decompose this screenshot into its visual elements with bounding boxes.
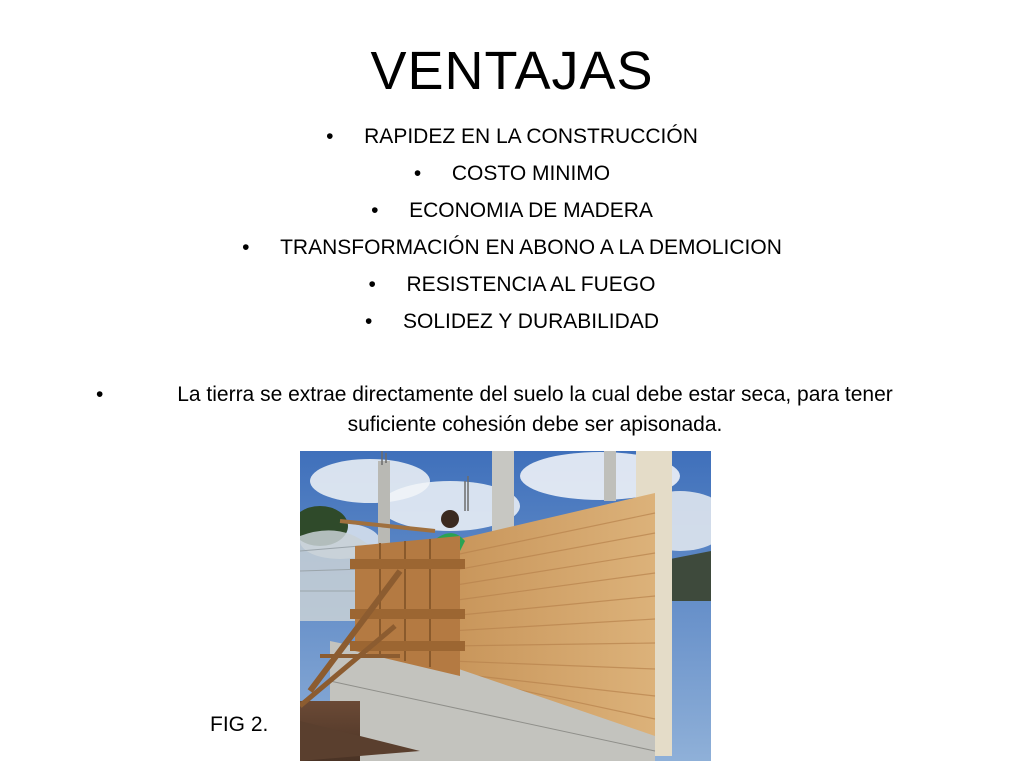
bullet-icon: • [368, 273, 376, 296]
list-item [0, 155, 1024, 192]
list-item-text: ECONOMIA DE MADERA [409, 199, 653, 222]
list-item [0, 229, 1024, 266]
list-item [0, 266, 1024, 303]
bullet-icon: • [326, 125, 334, 148]
list-item [0, 303, 1024, 340]
bullet-icon: • [96, 383, 104, 406]
list-item [0, 118, 1024, 155]
list-item-text: COSTO MINIMO [451, 162, 611, 185]
description-paragraph [90, 380, 940, 440]
list-item-text: SOLIDEZ Y DURABILIDAD [403, 310, 659, 333]
bullet-icon: • [371, 199, 379, 222]
advantages-list [0, 118, 1024, 340]
list-item-text: RAPIDEZ EN LA CONSTRUCCIÓN [364, 125, 698, 148]
bullet-icon: • [413, 162, 422, 185]
slide-title: VENTAJAS [370, 41, 654, 101]
rammed-earth-wall-photo [300, 451, 711, 761]
photo-illustration [300, 451, 711, 761]
bullet-icon: • [242, 236, 250, 259]
list-item-text: RESISTENCIA AL FUEGO [406, 273, 656, 296]
paragraph-text: La tierra se extrae directamente del suelo la cual debe estar seca, para tener suficiente cohesión debe ser apisonada. [177, 383, 893, 436]
list-item-text: TRANSFORMACIÓN EN ABONO A LA DEMOLICION [280, 236, 782, 259]
figure-caption: FIG 2. [210, 713, 269, 736]
bullet-icon: • [365, 310, 373, 333]
list-item [0, 192, 1024, 229]
